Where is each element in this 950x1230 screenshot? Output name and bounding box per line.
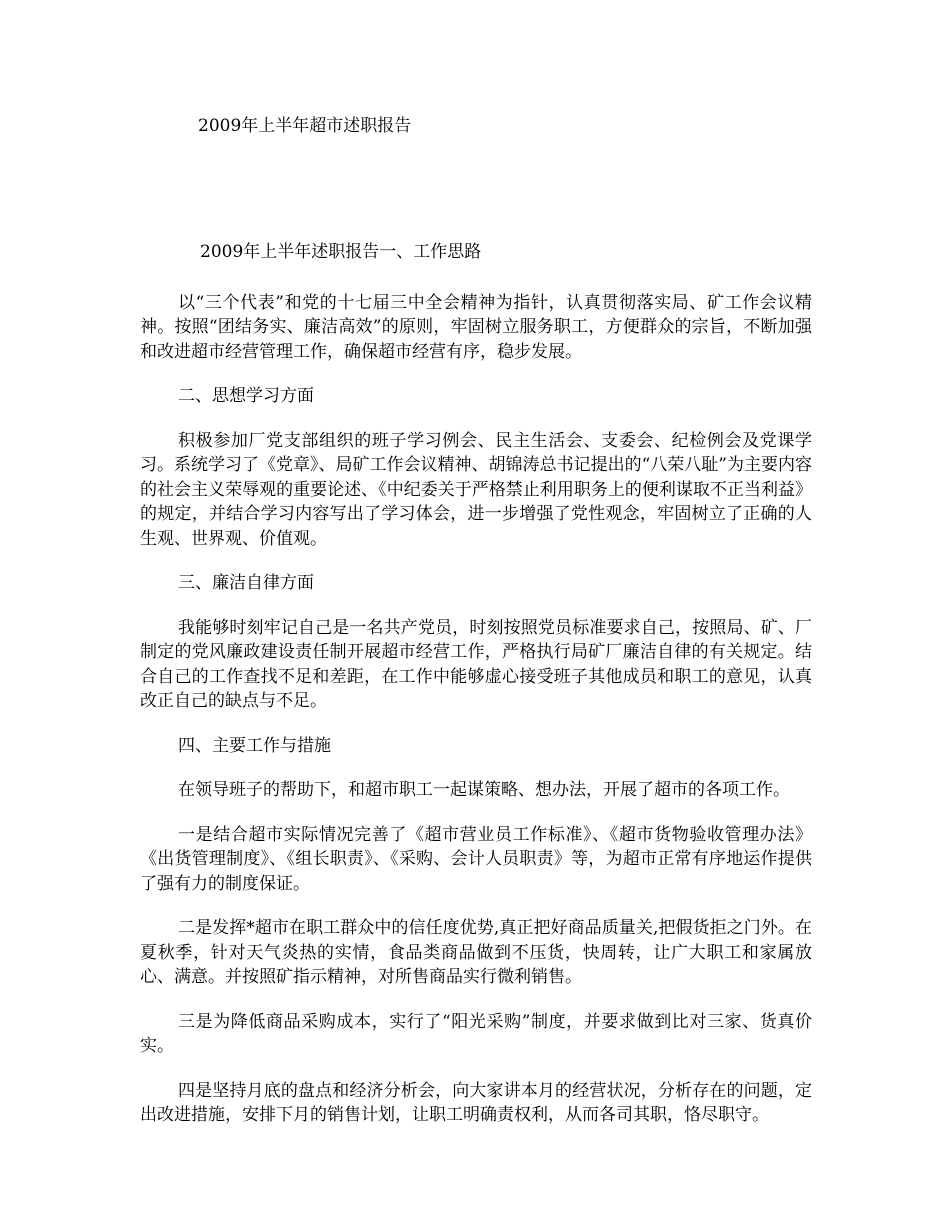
section-heading-integrity: 三、廉洁自律方面 <box>178 573 314 593</box>
paragraph-integrity: 我能够时刻牢记自己是一名共产党员，时刻按照党员标准要求自己，按照局、矿、厂制定的党风廉政建设责任制开展超市经营工作，严格执行局矿厂廉洁自律的有关规定。结合自己的工作查找不足和差距，在工作中能够虚心接受班子其他成员和职工的意见，认真改正自己的缺点与不足。 <box>140 617 812 711</box>
paragraph-measure-4: 四是坚持月底的盘点和经济分析会，向大家讲本月的经营状况，分析存在的问题，定出改进措施，安排下月的销售计划，让职工明确责权利，从而各司其职，恪尽职守。 <box>140 1080 812 1125</box>
document-body <box>140 240 812 1148</box>
section-heading-study: 二、思想学习方面 <box>178 386 314 406</box>
document-title: 2009年上半年超市述职报告 <box>198 116 412 136</box>
paragraph-study: 积极参加厂党支部组织的班子学习例会、民主生活会、支委会、纪检例会及党课学习。系统学习了《党章》、局矿工作会议精神、胡锦涛总书记提出的“八荣八耻”为主要内容的社会主义荣辱观的重要论述、《中纪委关于严格禁止利用职务上的便利谋取不正当利益》的规定，并结合学习内容写出了学习体会，进一步增强了党性观念，牢固树立了正确的人生观、世界观、价值观。 <box>140 430 812 549</box>
paragraph-guiding-principles: 以“三个代表”和党的十七届三中全会精神为指针，认真贯彻落实局、矿工作会议精神。按照“团结务实、廉洁高效”的原则，牢固树立服务职工，方便群众的宗旨，不断加强和改进超市经营管理工作，确保超市经营有序，稳步发展。 <box>140 292 812 362</box>
paragraph-measure-1: 一是结合超市实际情况完善了《超市营业员工作标准》、《超市货物验收管理办法》《出货管理制度》、《组长职责》、《采购、会计人员职责》等，为超市正常有序地运作提供了强有力的制度保证。 <box>140 824 812 894</box>
section-heading-main-work: 四、主要工作与措施 <box>178 735 331 756</box>
paragraph-main-work-intro: 在领导班子的帮助下，和超市职工一起谋策略、想办法，开展了超市的各项工作。 <box>178 780 790 800</box>
paragraph-measure-3: 三是为降低商品采购成本，实行了“阳光采购”制度，并要求做到比对三家、货真价实。 <box>140 1011 812 1056</box>
paragraph-measure-2: 二是发挥*超市在职工群众中的信任度优势,真正把好商品质量关,把假货拒之门外。在夏秋季，针对天气炎热的实情，食品类商品做到不压货，快周转，让广大职工和家属放心、满意。并按照矿指示精神，对所售商品实行微利销售。 <box>140 918 812 987</box>
document-subtitle: 2009年上半年述职报告一、工作思路 <box>200 242 482 262</box>
